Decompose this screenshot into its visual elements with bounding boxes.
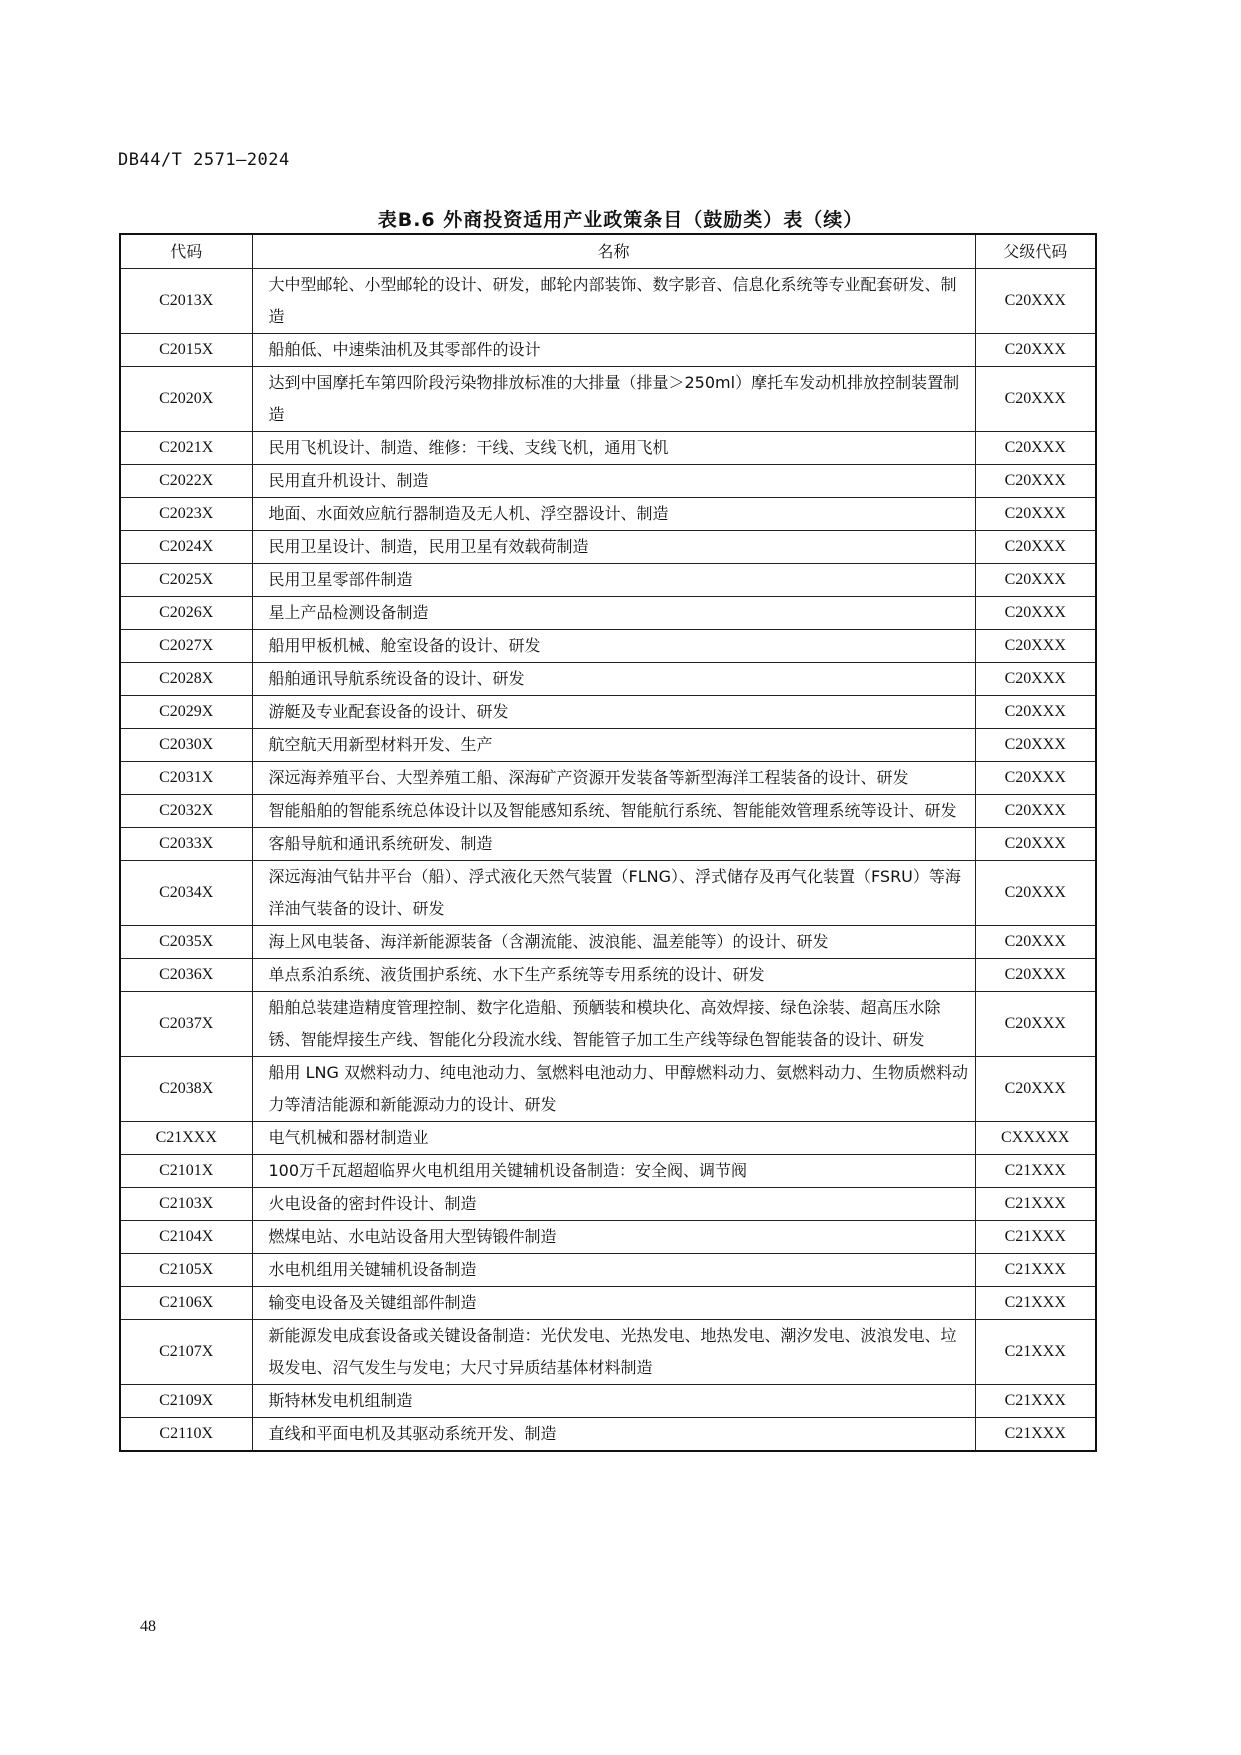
cell-code: C2105X	[120, 1254, 252, 1287]
cell-name: 船用 LNG 双燃料动力、纯电池动力、氢燃料电池动力、甲醇燃料动力、氨燃料动力、生物质燃料动力等清洁能源和新能源动力的设计、研发	[252, 1057, 975, 1122]
table-row	[120, 861, 1096, 926]
cell-name: 民用飞机设计、制造、维修：干线、支线飞机，通用飞机	[252, 432, 975, 465]
cell-parent-code: C21XXX	[975, 1385, 1096, 1418]
table-row	[120, 663, 1096, 696]
table-row	[120, 1287, 1096, 1320]
cell-code: C2029X	[120, 696, 252, 729]
cell-parent-code: C20XXX	[975, 1057, 1096, 1122]
cell-code: C2028X	[120, 663, 252, 696]
cell-code: C2026X	[120, 597, 252, 630]
cell-name: 火电设备的密封件设计、制造	[252, 1188, 975, 1221]
table-row	[120, 597, 1096, 630]
cell-parent-code: C20XXX	[975, 269, 1096, 334]
table-row	[120, 465, 1096, 498]
table-row	[120, 498, 1096, 531]
table-row	[120, 531, 1096, 564]
cell-name: 直线和平面电机及其驱动系统开发、制造	[252, 1418, 975, 1452]
cell-name: 100万千瓦超超临界火电机组用关键辅机设备制造：安全阀、调节阀	[252, 1155, 975, 1188]
column-header-parent-code: 父级代码	[975, 234, 1096, 269]
cell-parent-code: C20XXX	[975, 729, 1096, 762]
cell-name: 民用卫星设计、制造，民用卫星有效载荷制造	[252, 531, 975, 564]
cell-code: C2101X	[120, 1155, 252, 1188]
table-row	[120, 630, 1096, 663]
cell-code: C2110X	[120, 1418, 252, 1452]
cell-code: C2037X	[120, 992, 252, 1057]
cell-name: 单点系泊系统、液货围护系统、水下生产系统等专用系统的设计、研发	[252, 959, 975, 992]
cell-parent-code: C20XXX	[975, 498, 1096, 531]
cell-name: 深远海养殖平台、大型养殖工船、深海矿产资源开发装备等新型海洋工程装备的设计、研发	[252, 762, 975, 795]
table-row	[120, 1221, 1096, 1254]
cell-name: 电气机械和器材制造业	[252, 1122, 975, 1155]
table-row	[120, 992, 1096, 1057]
cell-code: C2036X	[120, 959, 252, 992]
table-row	[120, 269, 1096, 334]
cell-code: C2023X	[120, 498, 252, 531]
cell-name: 民用卫星零部件制造	[252, 564, 975, 597]
cell-code: C2107X	[120, 1320, 252, 1385]
table-row	[120, 1188, 1096, 1221]
cell-parent-code: C21XXX	[975, 1287, 1096, 1320]
cell-code: C2109X	[120, 1385, 252, 1418]
document-code: DB44/T 2571—2024	[118, 150, 290, 170]
cell-name: 民用直升机设计、制造	[252, 465, 975, 498]
table-row	[120, 795, 1096, 828]
cell-code: C2024X	[120, 531, 252, 564]
cell-code: C2038X	[120, 1057, 252, 1122]
cell-parent-code: C21XXX	[975, 1254, 1096, 1287]
table-row	[120, 762, 1096, 795]
cell-code: C2031X	[120, 762, 252, 795]
table-row	[120, 334, 1096, 367]
cell-parent-code: CXXXXX	[975, 1122, 1096, 1155]
cell-name: 航空航天用新型材料开发、生产	[252, 729, 975, 762]
cell-code: C2106X	[120, 1287, 252, 1320]
cell-parent-code: C20XXX	[975, 696, 1096, 729]
cell-name: 地面、水面效应航行器制造及无人机、浮空器设计、制造	[252, 498, 975, 531]
table-row	[120, 1320, 1096, 1385]
page-number: 48	[140, 1618, 156, 1635]
cell-code: C2020X	[120, 367, 252, 432]
cell-parent-code: C20XXX	[975, 992, 1096, 1057]
table-row	[120, 1385, 1096, 1418]
cell-code: C2032X	[120, 795, 252, 828]
cell-code: C21XXX	[120, 1122, 252, 1155]
table-row	[120, 1254, 1096, 1287]
cell-name: 智能船舶的智能系统总体设计以及智能感知系统、智能航行系统、智能能效管理系统等设计、研发	[252, 795, 975, 828]
cell-code: C2034X	[120, 861, 252, 926]
cell-name: 客船导航和通讯系统研发、制造	[252, 828, 975, 861]
policy-table-container	[119, 233, 1095, 1452]
cell-parent-code: C20XXX	[975, 367, 1096, 432]
cell-name: 船舶低、中速柴油机及其零部件的设计	[252, 334, 975, 367]
cell-code: C2103X	[120, 1188, 252, 1221]
cell-parent-code: C20XXX	[975, 630, 1096, 663]
cell-parent-code: C20XXX	[975, 334, 1096, 367]
cell-parent-code: C20XXX	[975, 564, 1096, 597]
cell-name: 海上风电装备、海洋新能源装备（含潮流能、波浪能、温差能等）的设计、研发	[252, 926, 975, 959]
table-row	[120, 367, 1096, 432]
cell-name: 水电机组用关键辅机设备制造	[252, 1254, 975, 1287]
cell-parent-code: C20XXX	[975, 762, 1096, 795]
cell-parent-code: C21XXX	[975, 1155, 1096, 1188]
table-row	[120, 729, 1096, 762]
table-row	[120, 926, 1096, 959]
column-header-name: 名称	[252, 234, 975, 269]
cell-name: 游艇及专业配套设备的设计、研发	[252, 696, 975, 729]
table-row	[120, 828, 1096, 861]
cell-parent-code: C21XXX	[975, 1221, 1096, 1254]
cell-parent-code: C20XXX	[975, 531, 1096, 564]
cell-name: 达到中国摩托车第四阶段污染物排放标准的大排量（排量＞250ml）摩托车发动机排放控制装置制造	[252, 367, 975, 432]
table-row	[120, 1418, 1096, 1452]
cell-code: C2104X	[120, 1221, 252, 1254]
table-row	[120, 1057, 1096, 1122]
cell-name: 船舶通讯导航系统设备的设计、研发	[252, 663, 975, 696]
cell-parent-code: C20XXX	[975, 926, 1096, 959]
cell-parent-code: C20XXX	[975, 663, 1096, 696]
table-row	[120, 432, 1096, 465]
cell-name: 输变电设备及关键组部件制造	[252, 1287, 975, 1320]
cell-parent-code: C21XXX	[975, 1320, 1096, 1385]
table-body	[120, 269, 1096, 1452]
table-header-row	[120, 234, 1096, 269]
table-row	[120, 1122, 1096, 1155]
cell-code: C2015X	[120, 334, 252, 367]
cell-name: 星上产品检测设备制造	[252, 597, 975, 630]
table-row	[120, 959, 1096, 992]
cell-code: C2035X	[120, 926, 252, 959]
policy-table	[119, 233, 1097, 1452]
table-row	[120, 564, 1096, 597]
cell-parent-code: C20XXX	[975, 465, 1096, 498]
cell-name: 船用甲板机械、舱室设备的设计、研发	[252, 630, 975, 663]
cell-name: 新能源发电成套设备或关键设备制造：光伏发电、光热发电、地热发电、潮汐发电、波浪发电、垃圾发电、沼气发生与发电；大尺寸异质结基体材料制造	[252, 1320, 975, 1385]
cell-name: 斯特林发电机组制造	[252, 1385, 975, 1418]
cell-code: C2013X	[120, 269, 252, 334]
table-caption: 表B.6 外商投资适用产业政策条目（鼓励类）表（续）	[377, 209, 864, 231]
cell-name: 深远海油气钻井平台（船）、浮式液化天然气装置（FLNG）、浮式储存及再气化装置（FSRU）等海洋油气装备的设计、研发	[252, 861, 975, 926]
cell-code: C2027X	[120, 630, 252, 663]
cell-name: 船舶总装建造精度管理控制、数字化造船、预舾装和模块化、高效焊接、绿色涂装、超高压水除锈、智能焊接生产线、智能化分段流水线、智能管子加工生产线等绿色智能装备的设计、研发	[252, 992, 975, 1057]
table-row	[120, 1155, 1096, 1188]
cell-parent-code: C20XXX	[975, 795, 1096, 828]
cell-code: C2025X	[120, 564, 252, 597]
cell-code: C2021X	[120, 432, 252, 465]
cell-name: 燃煤电站、水电站设备用大型铸锻件制造	[252, 1221, 975, 1254]
table-row	[120, 696, 1096, 729]
cell-parent-code: C20XXX	[975, 959, 1096, 992]
cell-parent-code: C21XXX	[975, 1188, 1096, 1221]
cell-parent-code: C20XXX	[975, 828, 1096, 861]
cell-code: C2022X	[120, 465, 252, 498]
cell-name: 大中型邮轮、小型邮轮的设计、研发，邮轮内部装饰、数字影音、信息化系统等专业配套研发、制造	[252, 269, 975, 334]
column-header-code: 代码	[120, 234, 252, 269]
cell-parent-code: C21XXX	[975, 1418, 1096, 1452]
cell-code: C2033X	[120, 828, 252, 861]
cell-parent-code: C20XXX	[975, 861, 1096, 926]
cell-code: C2030X	[120, 729, 252, 762]
cell-parent-code: C20XXX	[975, 432, 1096, 465]
cell-parent-code: C20XXX	[975, 597, 1096, 630]
